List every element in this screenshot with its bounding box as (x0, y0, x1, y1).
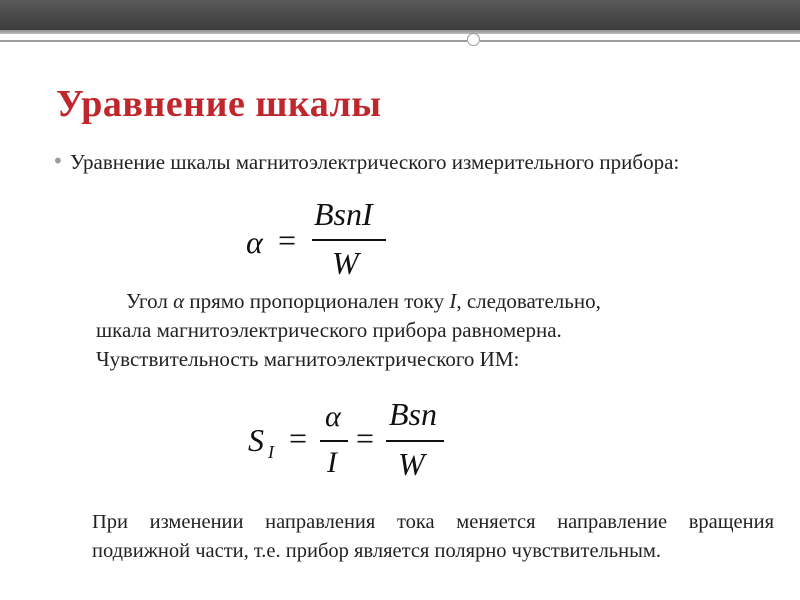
formula1-lhs: α (246, 224, 263, 260)
formula2-subscript: I (268, 442, 274, 462)
formula2-den2: W (398, 446, 425, 482)
header-rule-left (0, 40, 467, 42)
formula2-equals-1: = (289, 420, 308, 456)
formula2-den1: I (327, 446, 337, 479)
top-bar (0, 0, 800, 30)
paragraph-text-b: прямо пропорционален току (184, 289, 450, 313)
proportionality-paragraph (96, 287, 756, 374)
polarity-paragraph: При изменении направления тока меняется направление вращения подвижной части, т.е. прибор является полярно чувствительным. (92, 511, 774, 562)
bullet-text: Уравнение шкалы магнитоэлектрического измерительного прибора: (70, 150, 680, 174)
paragraph-line-2: шкала магнитоэлектрического прибора равномерна. (96, 318, 562, 342)
paragraph-alpha: α (173, 289, 185, 313)
header-circle-marker (467, 33, 480, 46)
formula1-fraction-bar (312, 239, 386, 241)
formula1-numerator: BsnI (314, 196, 373, 232)
top-bar-accent (0, 30, 800, 34)
formula2-fraction-bar-1 (320, 440, 348, 442)
formula2-num2: Bsn (389, 396, 437, 432)
formula2-s: S (248, 422, 264, 458)
formula2-equals-2: = (356, 420, 375, 456)
header-rule-right (480, 40, 800, 42)
bullet-marker-icon: • (52, 149, 64, 173)
formula2-fraction-bar-2 (386, 440, 444, 442)
formula1-equals: = (278, 222, 297, 258)
slide-title: Уравнение шкалы (56, 83, 382, 125)
paragraph-line-3: Чувствительность магнитоэлектрического ИМ: (96, 347, 520, 371)
paragraph-current-symbol: I (449, 289, 457, 313)
formula1-denominator: W (332, 245, 359, 281)
formula2-num1: α (325, 400, 341, 433)
paragraph-line-1 (96, 287, 756, 316)
paragraph-text-a: Угол (126, 289, 174, 313)
paragraph-text-c: , следовательно, (456, 289, 601, 313)
